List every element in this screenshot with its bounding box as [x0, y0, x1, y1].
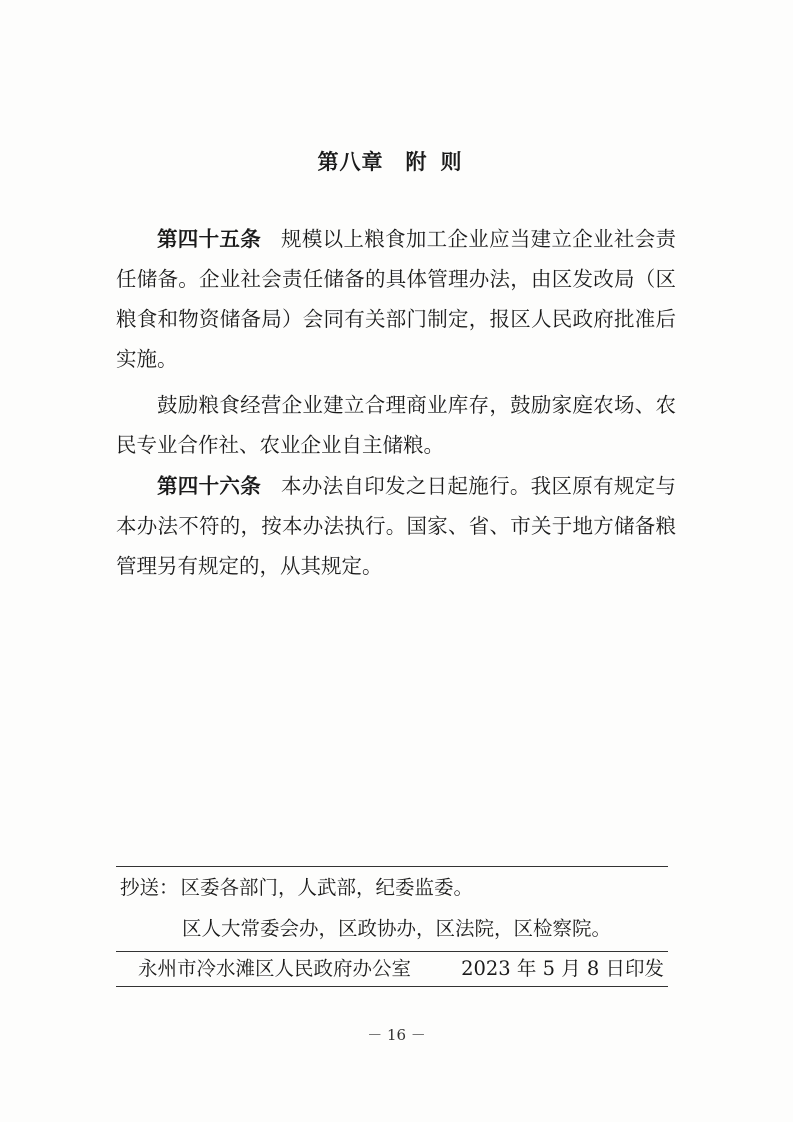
article-45-paragraph-2 — [116, 385, 676, 465]
distribution-line-1 — [120, 875, 680, 901]
issuer-line — [138, 956, 664, 982]
distribution-label: 抄送： — [120, 876, 179, 899]
distribution-top-rule — [116, 866, 668, 867]
article-45-paragraph-1 — [116, 219, 676, 379]
page-number: － 16 － — [367, 1026, 426, 1044]
distribution-recipients-2: 区人大常委会办，区政协办，区法院，区检察院。 — [182, 917, 612, 940]
article-46-text-1: 本办法自印发之日起施行。我区原有规定与本办法不符的，按本办法执行。国家、省、市关于地方储备粮管理另有规定的，从其规定。 — [116, 474, 677, 578]
article-45-number: 第四十五条 — [157, 227, 262, 251]
issue-date: 2023 年 5 月 8 日印发 — [461, 957, 664, 980]
article-46-paragraph-1 — [116, 466, 676, 586]
issuing-office: 永州市冷水滩区人民政府办公室 — [138, 957, 412, 980]
chapter-title — [0, 146, 793, 176]
distribution-bottom-rule — [116, 986, 668, 987]
article-46-number: 第四十六条 — [157, 474, 262, 498]
body-text — [116, 219, 676, 592]
distribution-middle-rule — [116, 951, 668, 952]
chapter-name: 附则 — [405, 150, 476, 174]
article-45-text-2: 鼓励粮食经营企业建立合理商业库存，鼓励家庭农场、农民专业合作社、农业企业自主储粮。 — [116, 393, 676, 457]
chapter-number: 第八章 — [317, 150, 384, 174]
distribution-line-2 — [182, 916, 742, 942]
article-45-text-1: 规模以上粮食加工企业应当建立企业社会责任储备。企业社会责任储备的具体管理办法，由区发改局（区粮食和物资储备局）会同有关部门制定，报区人民政府批准后实施。 — [116, 227, 677, 371]
distribution-recipients-1: 区委各部门，人武部，纪委监委。 — [180, 876, 474, 899]
